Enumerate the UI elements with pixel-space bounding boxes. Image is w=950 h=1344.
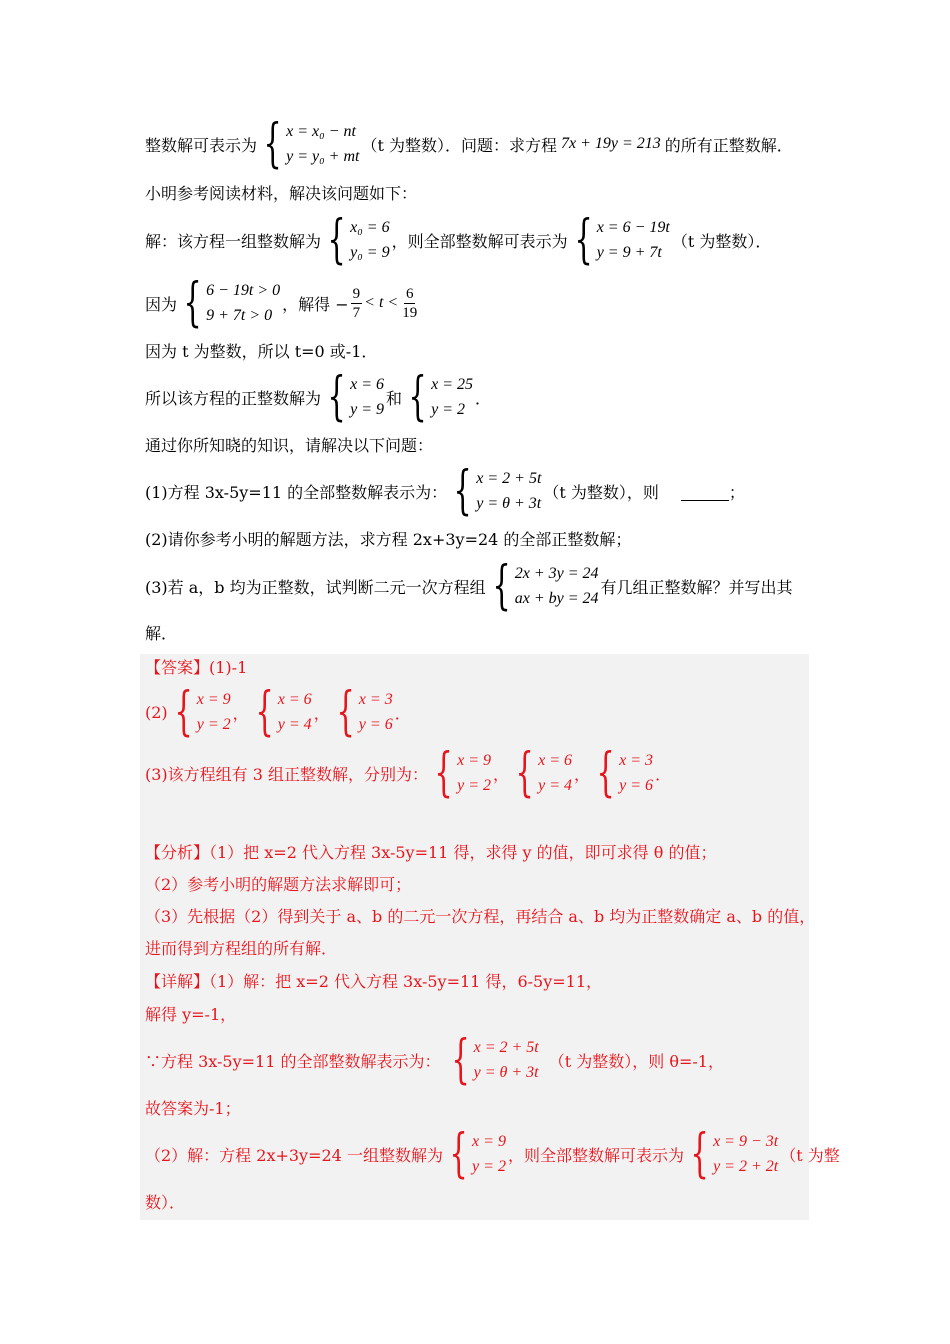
question-1: [145, 461, 745, 521]
detail-line-2: 解得 y=-1，: [145, 1005, 237, 1024]
text: (3)若 a，b 均为正整数，试判断二元一次方程组: [145, 577, 486, 597]
answer-blank: [681, 482, 729, 501]
equation-row: x = 6: [350, 376, 385, 393]
equation-row: 2x + 3y = 24: [514, 565, 599, 582]
text: ；: [728, 482, 745, 502]
text: 因为 t 为整数，所以 t=0 或-1．: [145, 342, 378, 361]
equation-row: x = 2 + 5t: [476, 470, 542, 487]
text: 解：该方程一组整数解为: [145, 231, 322, 251]
equation-row: x = 25: [431, 376, 474, 393]
material-line-solution: [145, 210, 772, 270]
equation-system: { 2x + 3y = 24 ax + by = 24: [492, 556, 599, 616]
detail-line-1: 【详解】（1）解：把 x=2 代入方程 3x-5y=11 得，6-5y=11，: [145, 972, 603, 991]
text: 解．: [145, 624, 178, 643]
text: 所以该方程的正整数解为: [145, 388, 322, 408]
material-line-inequality: [145, 273, 421, 333]
equation-system: { x = 3 y = 6: [336, 682, 393, 742]
text: 小明参考阅读材料，解决该问题如下：: [145, 184, 418, 203]
equation-system: { x = 9 y = 2: [434, 743, 492, 803]
detail-line-6: 数）．: [145, 1193, 186, 1212]
text: 和: [386, 388, 403, 408]
equation-system: { x = 6 y = 9: [327, 367, 385, 427]
equation-row: y = 9 + 7t: [596, 244, 662, 261]
material-line-general-solution: [145, 114, 793, 174]
analysis-line-2: （2）参考小明的解题方法求解即可；: [145, 875, 412, 894]
equation-row: x = 6 − 19t: [596, 219, 670, 236]
equation-row: x₀ = 6: [350, 219, 390, 236]
text: 通过你所知晓的知识，请解决以下问题：: [145, 436, 434, 455]
text: （t 为整数），则: [543, 482, 659, 502]
answer-line-2: (2) { x = 9 y = 2 ， { x = 6 y = 4 ， { x = 3 y = 6 ．: [145, 682, 411, 742]
analysis-line-3: （3）先根据（2）得到关于 a、b 的二元一次方程，再结合 a、b 均为正整数确定 a、b 的值，: [145, 907, 816, 926]
text: 因为: [145, 294, 178, 314]
answer-line-3: (3)该方程组有 3 组正整数解，分别为： { x = 9 y = 2 ， { x = 6 y = 4 ， { x = 3 y = 6 ．: [145, 743, 672, 803]
text: 【答案】(1)-1: [145, 658, 248, 677]
material-line-positive-solutions: [145, 367, 492, 427]
inequality-system: { 6 − 19t > 0 9 + 7t > 0: [183, 273, 281, 333]
question-2: [145, 527, 631, 550]
equation-system: { x = 6 y = 4: [515, 743, 573, 803]
equation-row: y = 2: [431, 401, 466, 418]
text: (1)方程 3x-5y=11 的全部整数解表示为：: [145, 482, 448, 502]
equation-row: 6 − 19t > 0: [206, 282, 281, 299]
question-3: [145, 556, 793, 616]
equation-system: { x = 3 y = 6: [596, 743, 654, 803]
text: 有几组正整数解？并写出其: [600, 577, 793, 597]
text: (3)该方程组有 3 组正整数解，分别为：: [145, 764, 429, 784]
equation-system: { x = x₀ − nt y = y₀ + mt: [263, 114, 360, 174]
text: ，解得 −: [282, 294, 349, 314]
question-3-continued: [145, 621, 177, 644]
text: (2)请你参考小明的解题方法，求方程 2x+3y=24 的全部正整数解；: [145, 530, 632, 549]
fraction: $\frac{6}{19}$: [402, 285, 418, 321]
equation-system: { x = 2 + 5t y = θ + 3t: [450, 1030, 539, 1090]
equation-row: ax + by = 24: [514, 590, 599, 607]
text: ，则全部整数解可表示为: [391, 231, 568, 251]
equation-row: x = x₀ − nt: [286, 123, 356, 140]
text: 的所有正整数解．: [664, 135, 793, 155]
inequality-text: < t <: [364, 294, 399, 311]
equation-system: { x = 6 − 19t y = 9 + 7t: [574, 210, 670, 270]
equation-row: y₀ = 9: [350, 244, 390, 261]
analysis-line-1: 【分析】（1）把 x=2 代入方程 3x-5y=11 得，求得 y 的值，即可求得 θ 的值；: [145, 843, 717, 862]
fraction: $\frac{9}{7}$: [352, 285, 361, 321]
text: (2): [145, 702, 168, 722]
equation-system: { x₀ = 6 y₀ = 9: [327, 210, 390, 270]
text: （t 为整数）．: [671, 231, 772, 251]
equation: 7x + 19y = 213: [561, 135, 661, 152]
answer-line-1: [145, 655, 247, 678]
equation-system: { x = 9 y = 2: [449, 1124, 506, 1184]
question-intro: [145, 433, 433, 456]
equation-system: { x = 25 y = 2: [408, 367, 474, 427]
text: （t 为整数）．问题：求方程: [361, 135, 557, 155]
equation-system: { x = 2 + 5t y = θ + 3t: [453, 461, 542, 521]
equation-row: y = θ + 3t: [476, 495, 542, 512]
equation-system: { x = 6 y = 4: [255, 682, 312, 742]
equation-system: { x = 9 − 3t y = 2 + 2t: [690, 1124, 779, 1184]
equation-system: { x = 9 y = 2: [174, 682, 231, 742]
equation-row: y = 9: [350, 401, 385, 418]
material-line-t-values: [145, 339, 377, 362]
detail-line-4: 故答案为-1；: [145, 1099, 241, 1118]
equation-row: 9 + 7t > 0: [206, 307, 273, 324]
equation-row: y = y₀ + mt: [286, 148, 360, 165]
detail-line-5: （2）解：方程 2x+3y=24 一组整数解为 { x = 9 y = 2 ，则全部整数解可表示为 { x = 9 − 3t y = 2 + 2t （t 为整: [145, 1124, 840, 1184]
analysis-line-4: 进而得到方程组的所有解．: [145, 939, 338, 958]
material-line-intro: [145, 181, 417, 204]
detail-line-3: ∵方程 3x-5y=11 的全部整数解表示为： { x = 2 + 5t y = θ + 3t （t 为整数），则 θ=-1，: [145, 1030, 724, 1090]
text: 整数解可表示为: [145, 135, 258, 155]
text: ．: [475, 388, 492, 408]
